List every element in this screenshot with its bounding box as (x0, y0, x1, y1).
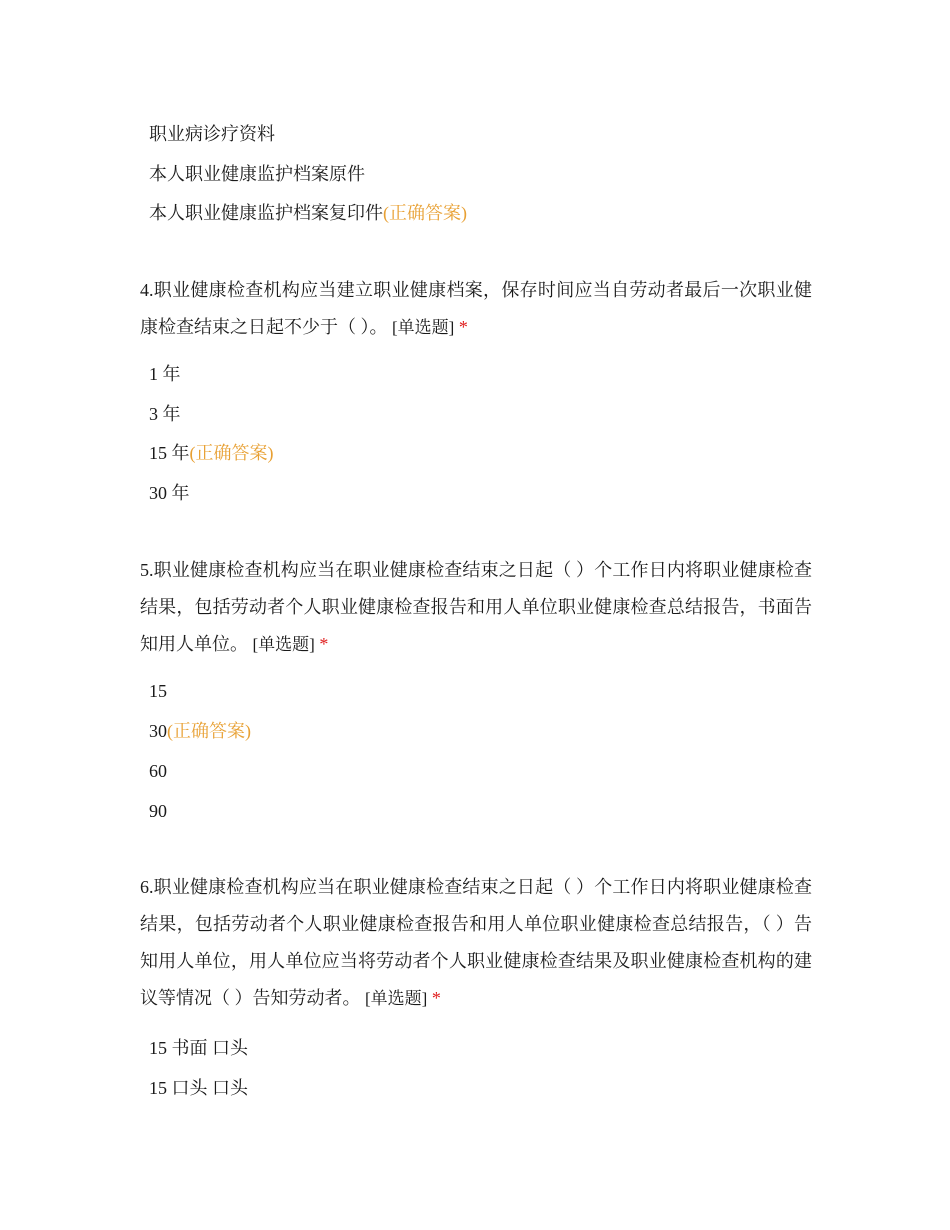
option-text: 15 口头 口头 (149, 1078, 248, 1098)
q6-option-2 (149, 1076, 248, 1100)
q6-stem (140, 869, 812, 1017)
option-text: 1 年 (149, 364, 181, 384)
q5-option-2 (149, 719, 251, 743)
q5-stem (140, 552, 812, 663)
option-text: 15 (149, 681, 167, 701)
q3-option-3 (149, 201, 467, 225)
option-text: 本人职业健康监护档案复印件 (149, 203, 383, 223)
required-mark: * (431, 988, 441, 1008)
q3-option-1 (149, 122, 275, 146)
q4-option-1 (149, 362, 181, 386)
required-mark: * (458, 317, 468, 337)
option-text: 15 书面 口头 (149, 1038, 248, 1058)
correct-answer-mark: (正确答案) (167, 721, 251, 741)
q6-option-1 (149, 1036, 248, 1060)
q5-option-4 (149, 799, 167, 823)
option-text: 15 年 (149, 443, 190, 463)
correct-answer-mark: (正确答案) (189, 443, 274, 463)
option-text: 60 (149, 761, 167, 781)
option-text: 90 (149, 801, 167, 821)
option-text: 本人职业健康监护档案原件 (149, 164, 365, 184)
option-text: 3 年 (149, 404, 181, 424)
q4-option-4 (149, 481, 190, 505)
question-type-label: [单选题] (392, 318, 455, 337)
question-text: 6.职业健康检查机构应当在职业健康检查结束之日起（ ）个工作日内将职业健康检查结果，包括劳动者个人职业健康检查报告和用人单位职业健康检查总结报告，（ ）告知用人单位，用人单位应当将劳动者个人职业健康检查结果及职业健康检查机构的建议等情况（ ）告知劳动者。 (140, 877, 812, 1008)
question-text: 4.职业健康检查机构应当建立职业健康档案，保存时间应当自劳动者最后一次职业健康检查结束之日起不少于（ ）。 (140, 280, 812, 337)
question-type-label: [单选题] (365, 989, 428, 1008)
correct-answer-mark: (正确答案) (383, 203, 467, 223)
q3-option-2 (149, 162, 365, 186)
question-type-label: [单选题] (252, 635, 315, 654)
option-text: 30 (149, 721, 167, 741)
option-text: 30 年 (149, 483, 190, 503)
q4-stem (140, 272, 812, 346)
option-text: 职业病诊疗资料 (149, 124, 275, 144)
question-text: 5.职业健康检查机构应当在职业健康检查结束之日起（ ）个工作日内将职业健康检查结果，包括劳动者个人职业健康检查报告和用人单位职业健康检查总结报告，书面告知用人单位。 (140, 560, 812, 654)
required-mark: * (319, 634, 329, 654)
q4-option-2 (149, 402, 181, 426)
q4-option-3 (149, 441, 274, 465)
q5-option-3 (149, 759, 167, 783)
q5-option-1 (149, 679, 167, 703)
